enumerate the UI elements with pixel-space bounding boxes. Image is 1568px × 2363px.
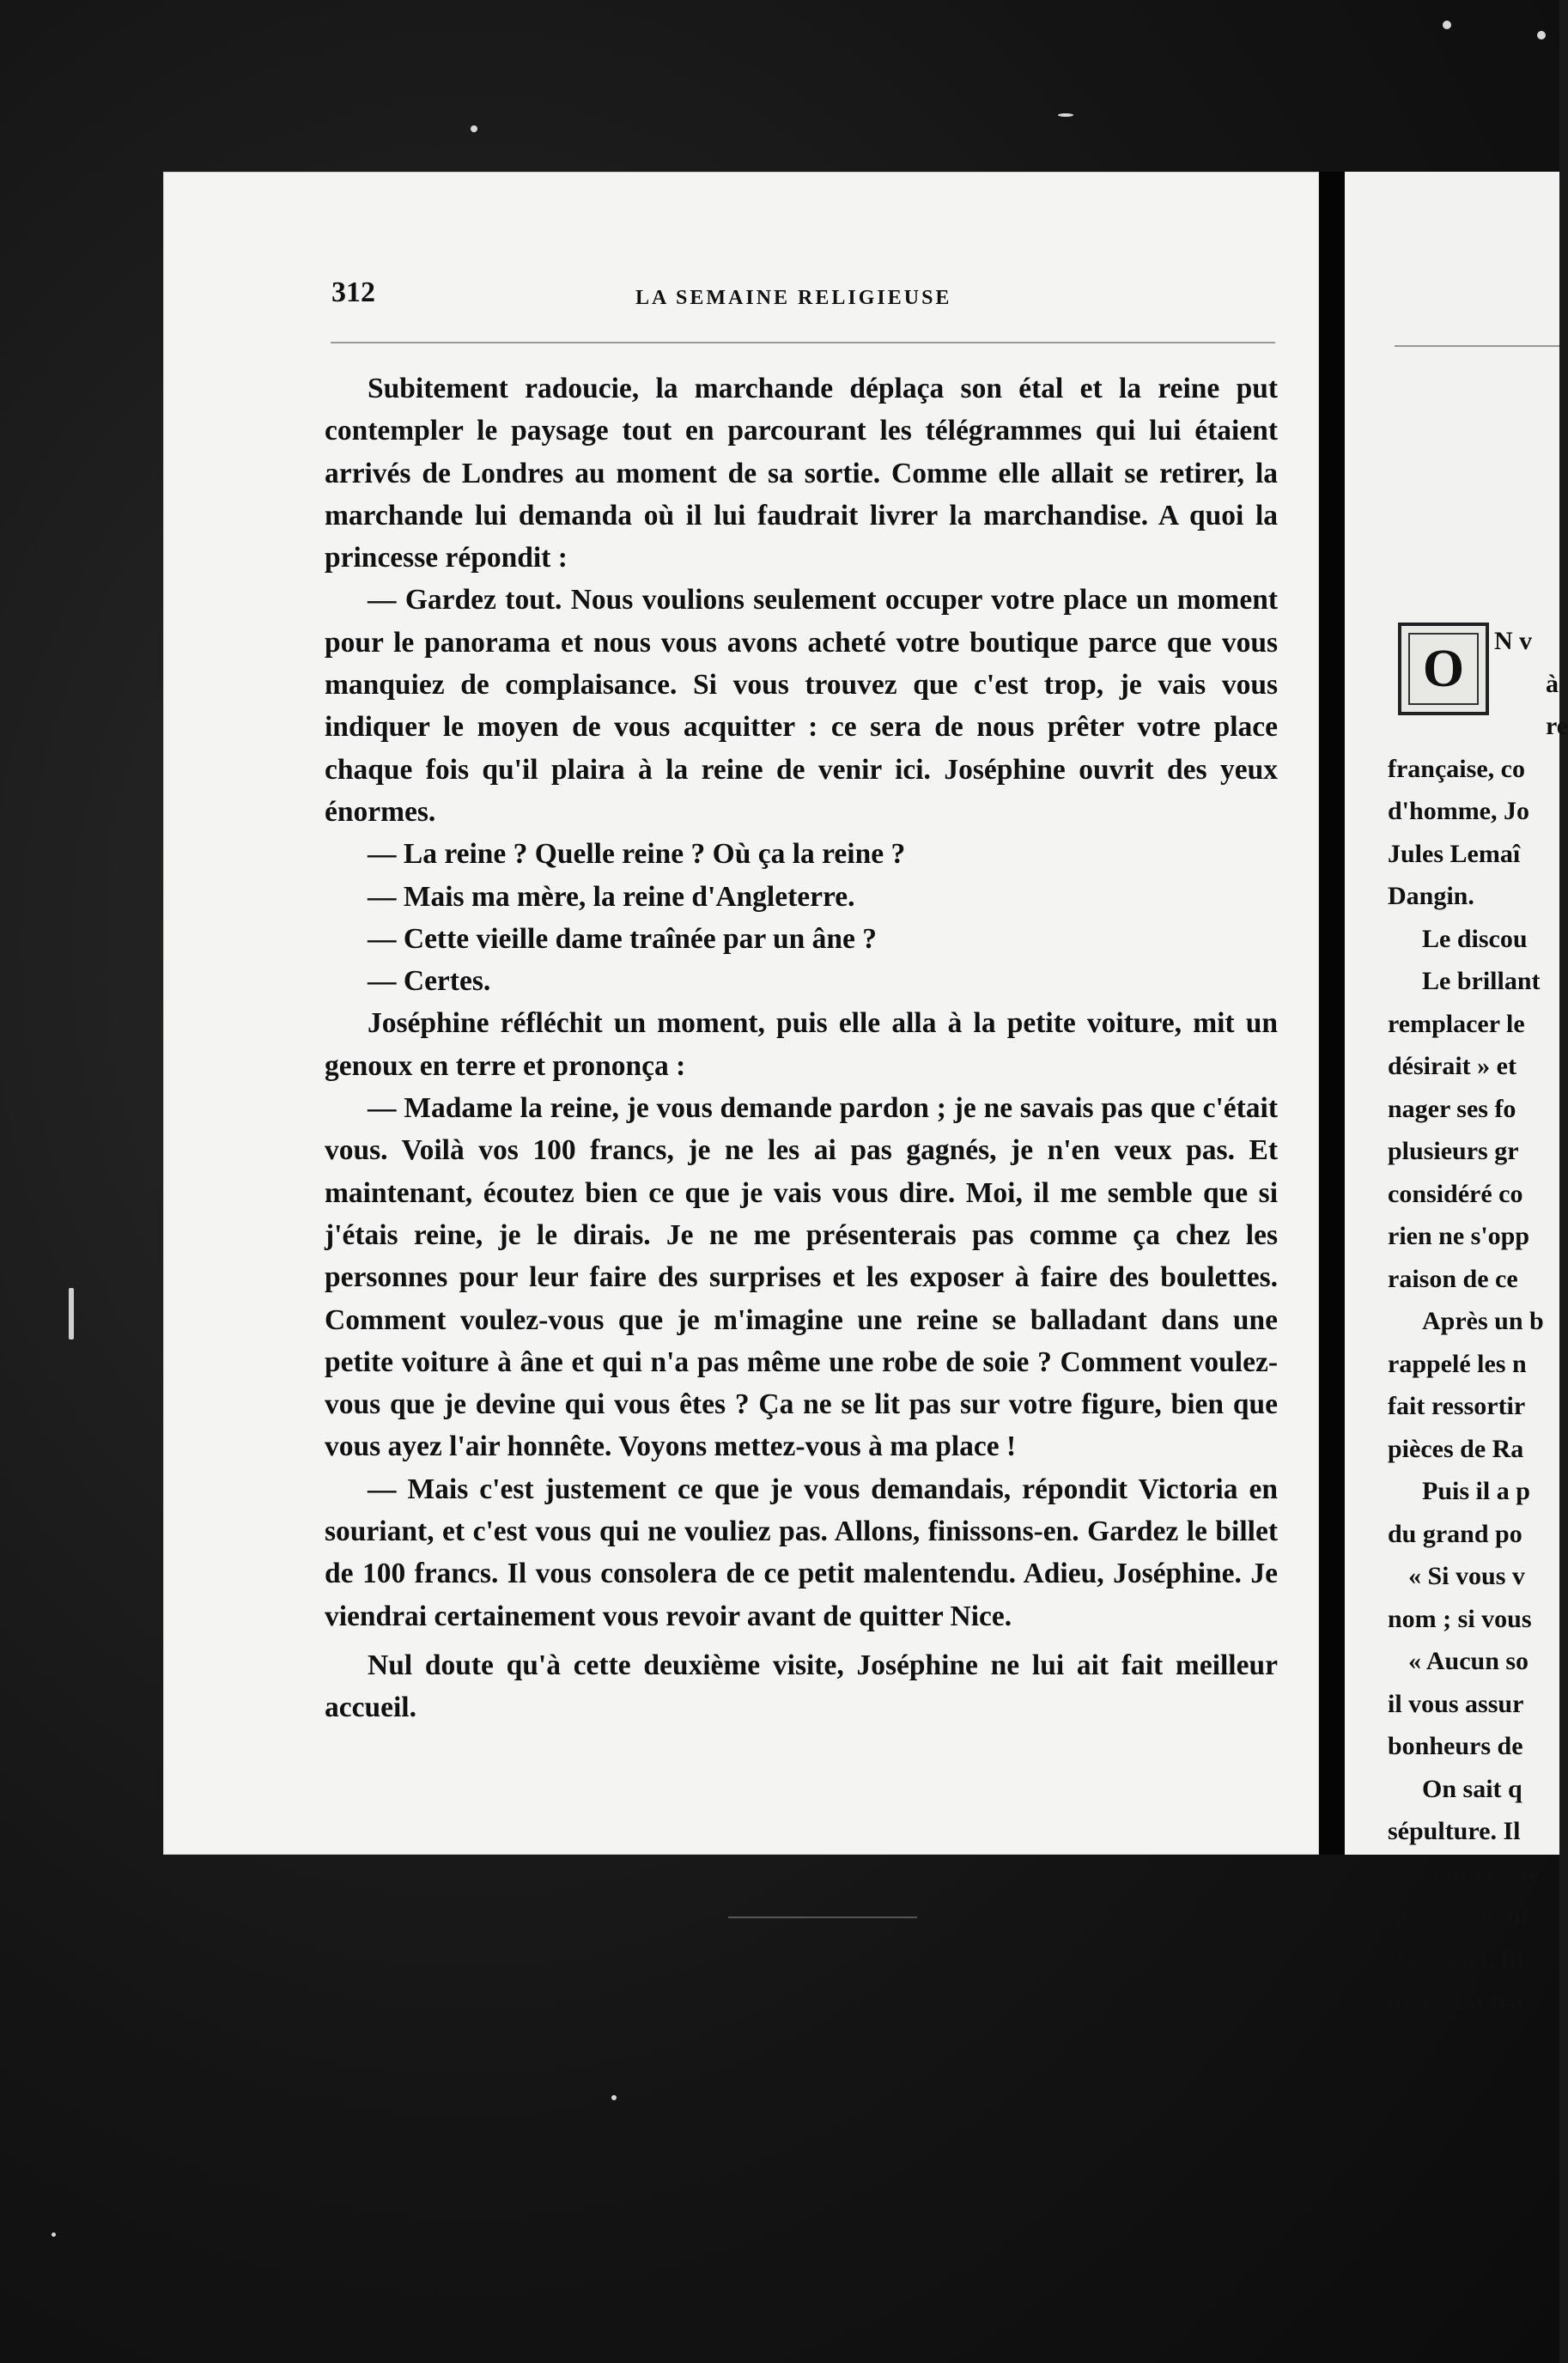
text-line: rappelé les n <box>1388 1349 1527 1378</box>
dust-speck <box>69 1288 74 1339</box>
right-page-text <box>1388 620 1568 2023</box>
paragraph: Joséphine réfléchit un moment, puis elle alla à la petite voiture, mit un genoux en terre et prononça : <box>325 1007 1278 1082</box>
text-line: « Si vous v <box>1408 1562 1525 1590</box>
right-page-header-rule <box>1395 345 1559 347</box>
text-line: fait ressortir <box>1388 1392 1526 1420</box>
paragraph: — Mais ma mère, la reine d'Angleterre. <box>368 880 855 913</box>
paragraph: Subitement radoucie, la marchande déplaça son étal et la reine put contempler le paysage tout en parcourant les télégrammes qui lui étaient arrivés de Londres au moment de sa sortie. Comme elle allait se retirer, la marchande lui demanda où il lui faudrait livrer la marchandise. A quoi la princesse répondit : <box>325 373 1278 574</box>
text-line: N v <box>1494 627 1533 655</box>
page-number: 312 <box>331 276 375 308</box>
text-line: à <box>1546 669 1559 698</box>
text-line: Jules Lemaî <box>1388 839 1521 868</box>
text-line: il vous assur <box>1388 1689 1524 1718</box>
text-line: Après un b <box>1422 1307 1544 1335</box>
article-body <box>325 368 1278 1729</box>
text-line: Dangin. <box>1388 882 1474 910</box>
dust-speck <box>611 2095 617 2100</box>
paragraph: — Gardez tout. Nous voulions seulement occuper votre place un moment pour le panorama et nous vous avons acheté votre boutique parce que vous manquiez de complaisance. Si vous trouvez que c'est trop, je vais vous indiquer le moyen de vous acquitter : ce sera de nous prêter votre place chaque fois qu'il plaira à la reine de venir ici. Joséphine ouvrit des yeux énormes. <box>325 584 1278 828</box>
text-line: considéré co <box>1388 1179 1523 1208</box>
paragraph: — Certes. <box>368 965 491 998</box>
dust-speck <box>1058 113 1073 117</box>
text-line: d'homme, Jo <box>1388 797 1529 825</box>
dropcap-letter: O <box>1408 633 1479 705</box>
text-line: désirait » et <box>1388 1052 1516 1080</box>
text-line: nager ses fo <box>1388 1094 1516 1123</box>
running-head <box>163 276 1319 319</box>
text-line: sépulture. Il <box>1388 1817 1521 1845</box>
text-line: Le discou <box>1422 924 1528 953</box>
dust-speck <box>1443 21 1451 29</box>
text-line: On sait q <box>1422 1774 1522 1803</box>
dust-speck <box>1537 31 1546 39</box>
paragraph: Nul doute qu'à cette deuxième visite, Joséphine ne lui ait fait meilleur accueil. <box>325 1649 1278 1724</box>
text-line: nom ; si vous <box>1388 1604 1532 1633</box>
text-line: Puis il a p <box>1422 1477 1530 1505</box>
page-gutter <box>1319 172 1345 1855</box>
text-line: plusieurs gr <box>1388 1137 1519 1165</box>
text-line: mari. La tra <box>1388 1987 1523 2015</box>
running-title: LA SEMAINE RELIGIEUSE <box>635 287 952 309</box>
paragraph: — Mais c'est justement ce que je vous demandais, répondit Victoria en souriant, et c'est vous qui ne vouliez pas. Allons, finissons-en. Gardez le billet de 100 francs. Il vous consolera de ce petit malentendu. Adieu, Joséphine. Je viendrai certainement vous revoir avant de quitter Nice. <box>325 1473 1278 1632</box>
text-line: rien ne s'opp <box>1388 1222 1530 1250</box>
dust-speck <box>471 125 477 132</box>
text-line: du grand po <box>1388 1519 1522 1548</box>
text-line: raison de ce <box>1388 1264 1518 1293</box>
header-rule <box>331 342 1275 343</box>
text-line: remplacer le <box>1388 1009 1525 1038</box>
text-line: pièces de Ra <box>1388 1434 1524 1463</box>
dust-speck <box>52 2232 56 2237</box>
text-line: qui y avaient <box>1388 1902 1530 1930</box>
paragraph: — Cette vieille dame traînée par un âne ? <box>368 922 877 955</box>
text-line: française, co <box>1388 754 1525 783</box>
text-line: ordonna la de <box>1388 1859 1540 1888</box>
end-of-article-rule <box>728 1917 917 1918</box>
text-line: « Aucun so <box>1408 1647 1529 1675</box>
paragraph: — Madame la reine, je vous demande pardon ; je ne savais pas que c'était vous. Voilà vos 100 francs, je ne les ai pas gagnés, je n'en veux pas. Et maintenant, écoutez bien ce que je vais vous dire. Moi, il me semble que si j'étais reine, je le dirais. Je ne me présenterais pas comme ça chez les personnes pour leur faire des surprises et les exposer à faire des boulettes. Comment voulez-vous que je m'imagine une reine se balladant dans une petite voiture à âne et qui n'a pas même une robe de soie ? Comment voulez-vous que je devine qui vous êtes ? Ça ne se lit pas sur votre figure, bien que vous ayez l'air honnête. Voyons mettez-vous à ma place ! <box>325 1092 1278 1463</box>
paragraph: — La reine ? Quelle reine ? Où ça la reine ? <box>368 838 906 871</box>
text-line: bonheurs de <box>1388 1732 1523 1760</box>
text-line: Le brillant <box>1422 967 1541 995</box>
text-line: Romanet, fit <box>1388 1944 1525 1973</box>
text-line: re <box>1546 712 1568 740</box>
